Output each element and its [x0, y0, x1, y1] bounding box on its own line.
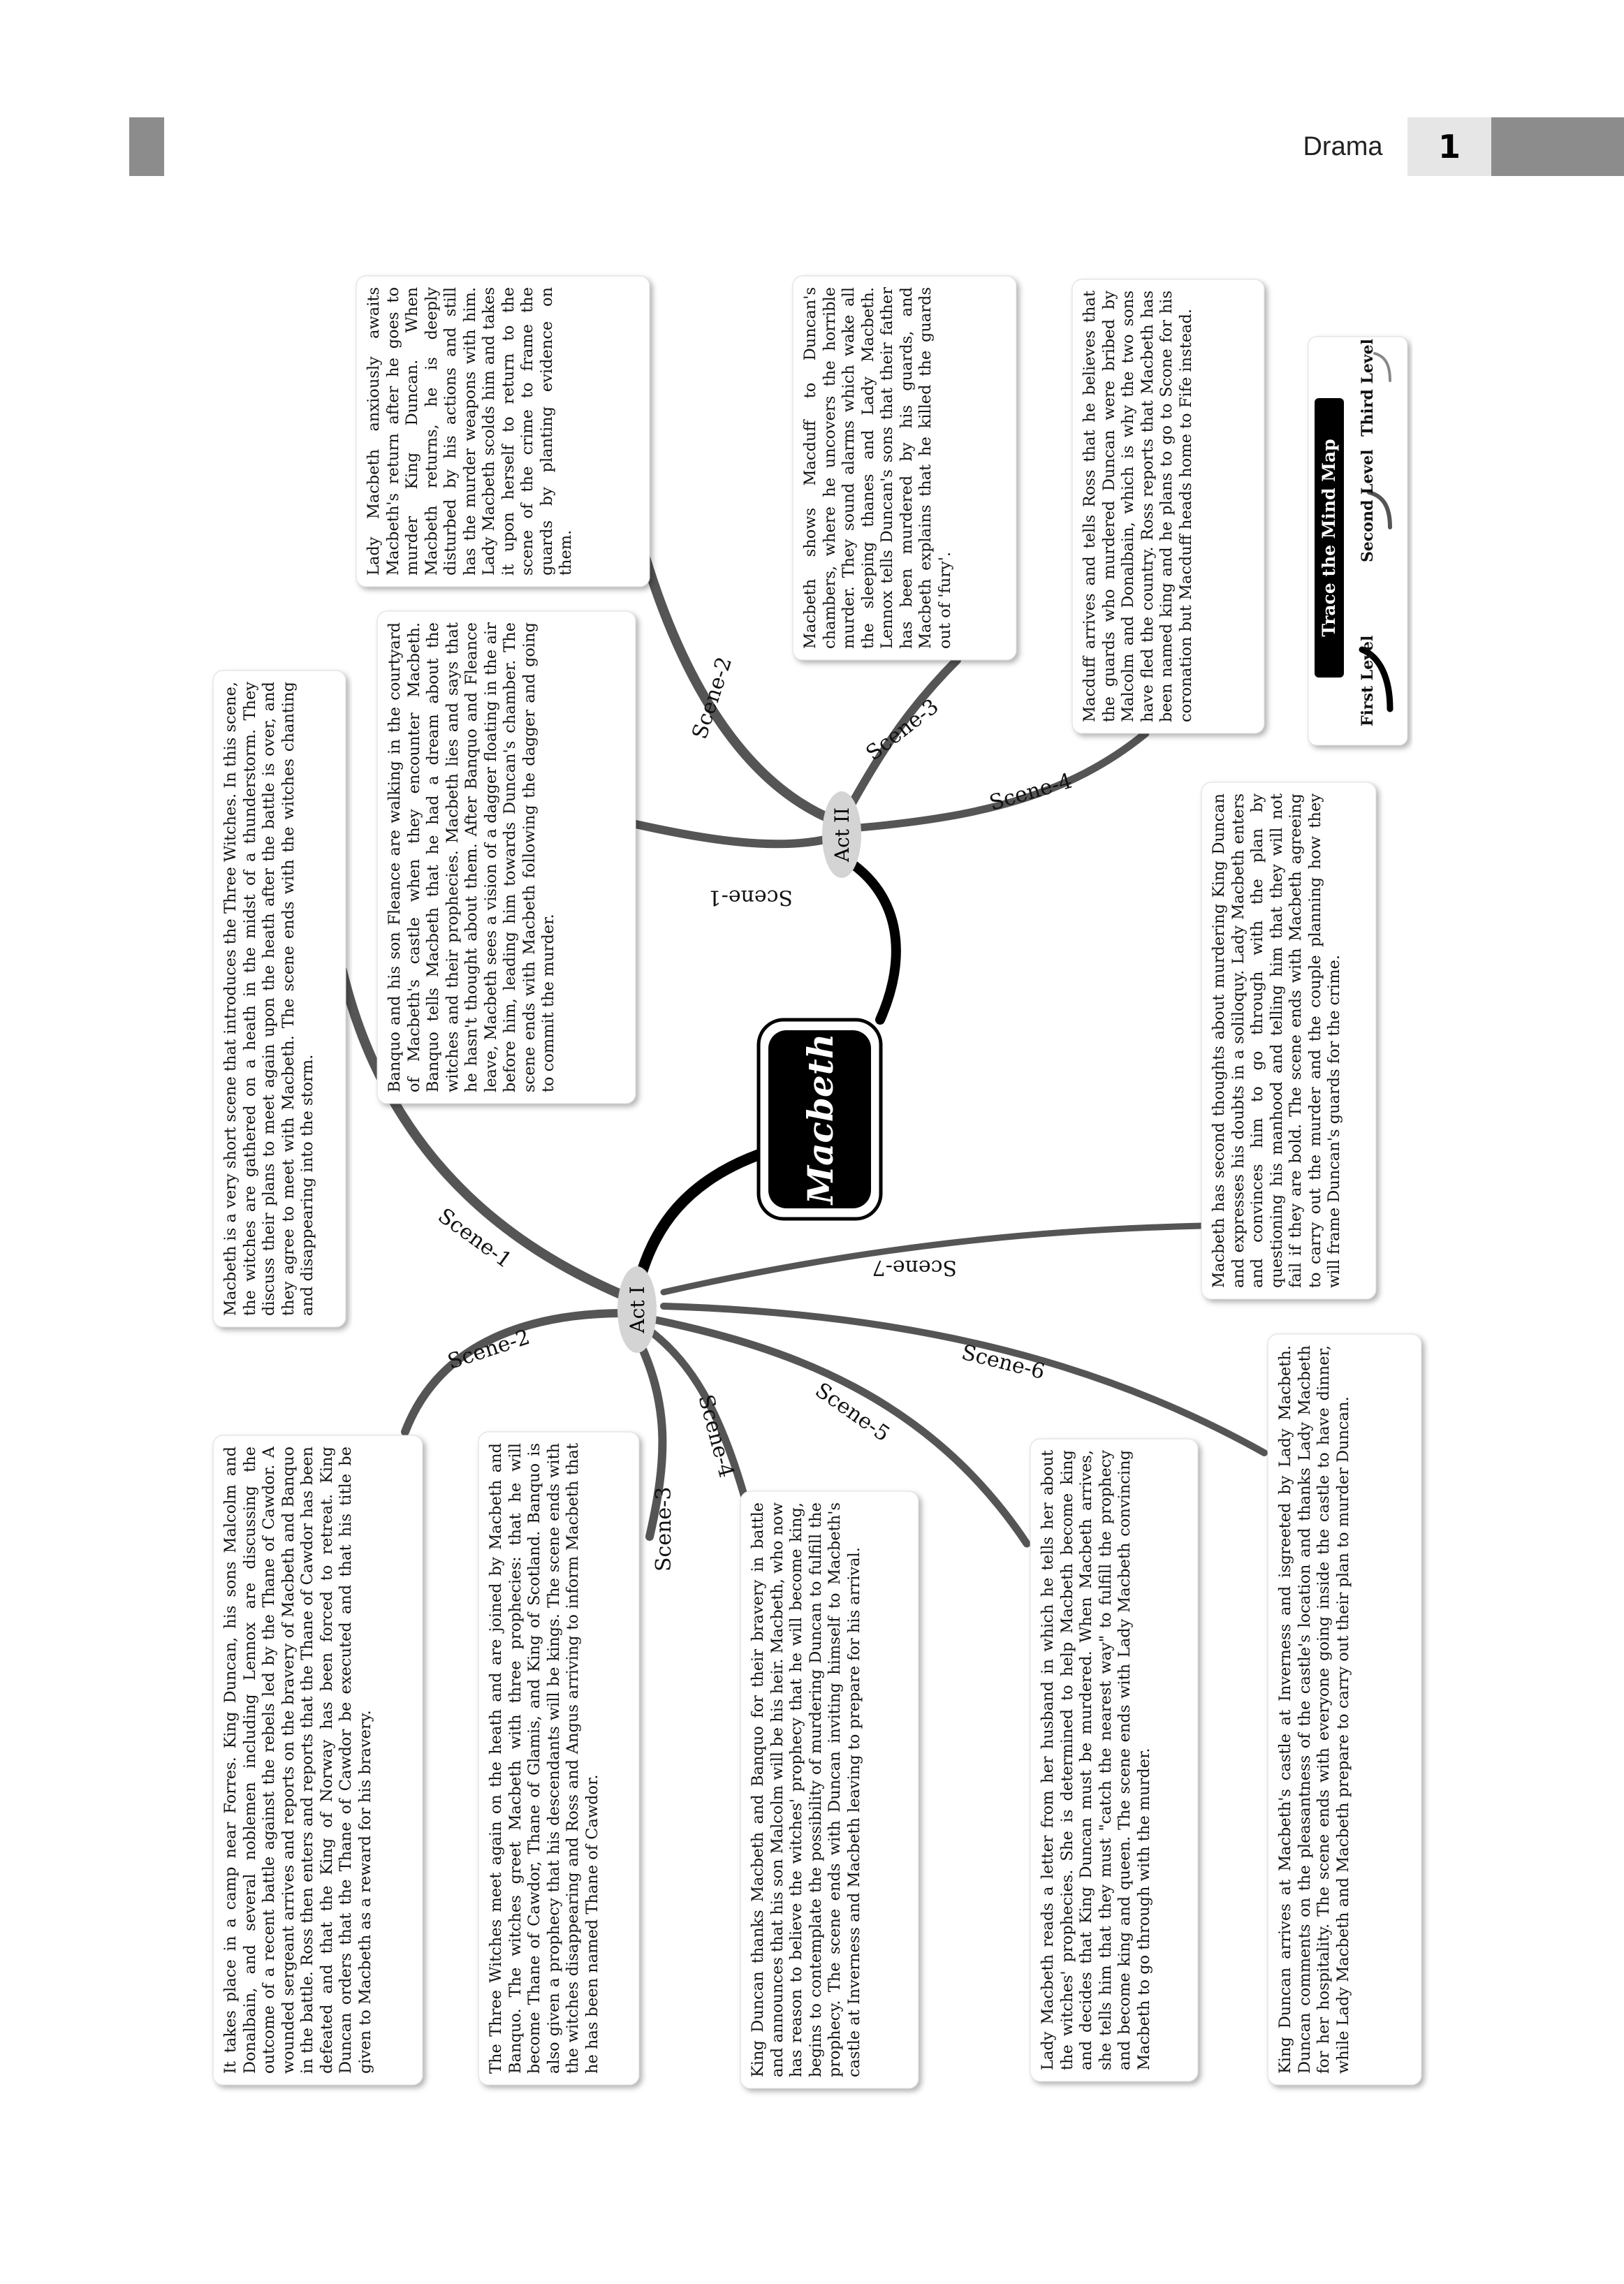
legend-second-level: Second Level	[1359, 449, 1377, 562]
center-node	[759, 1020, 881, 1219]
box-act2-scene1	[377, 611, 636, 1104]
legend-third-level: Third Level	[1359, 339, 1377, 437]
box-act1-scene2	[213, 1435, 423, 2085]
act1-label: Act I	[626, 1286, 649, 1333]
center-to-act1	[639, 1152, 765, 1282]
label-act1-scene5: Scene-5	[810, 1377, 894, 1447]
box-act2-scene3	[793, 276, 1016, 660]
legend-title: Trace the Mind Map	[1319, 439, 1339, 637]
box-act2-scene4	[1072, 279, 1264, 733]
box-act1-scene5	[1030, 1439, 1198, 2081]
text-act1-scene2: It takes place in a camp near Forres. King Duncan, his sons Malcolm and Donalbain, and several noblemen including Lennox are discussing the outcome of a recent battle against the rebels led by the Thane of Cawdor. A wounded sergeant arrives and reports on the bravery of Macbeth and Banquo in the battle. Ross then enters and reports that the Thane of Cawdor has been defeated and that the King of Norway has been forced to retreat. King Duncan orders that the Thane of Cawdor be executed and that his title be given to Macbeth as a reward for his bravery.	[221, 1447, 374, 2074]
text-act1-scene1: Macbeth is a very short scene that introduces the Three Witches. In this scene, the witches are gathered on a heath in the midst of a thunderstorm. They discuss their plans to meet again upon the heath after the battle is over, and they agree to meet with Macbeth. The scene ends with the witches chanting and disappearing into the storm.	[221, 682, 316, 1316]
text-act1-scene3: The Three Witches meet again on the heath and are joined by Macbeth and Banquo. The witches greet Macbeth with three prophecies: that he will become Thane of Cawdor, Thane of Glamis, and King of Scotland. Banquo is also given a prophecy that his descendants will be kings. The scene ends with the witches disappearing and Ross and Angus arriving to inform Macbeth that he has been named Thane of Cawdor.	[487, 1443, 601, 2074]
label-act2-scene3: Scene-3	[861, 694, 944, 766]
text-act2-scene3: Macbeth shows Macduff to Duncan's chambers, where he uncovers the horrible murder. They sound alarms which wake all the sleeping thanes and Lady Macbeth. Lennox tells Duncan's sons that their father has been murdered by his guards, and Macbeth explains that he killed the guards out of 'fury'.	[801, 287, 954, 649]
branch-act2-scene1	[636, 824, 831, 844]
box-act1-scene6	[1268, 1334, 1421, 2085]
text-act2-scene1: Banquo and his son Fleance are walking in the courtyard of Macbeth's castle when they encounter Macbeth. Banquo tells Macbeth that he had a dream about the witches and their prophecies. Macbeth lies and says that he hasn't thought about them. After Banquo and Fleance leave, Macbeth sees a vision of a dagger floating in the air before him, leading him towards Duncan's chamber. The scene ends with Macbeth following the dagger and going to commit the murder.	[386, 622, 557, 1092]
label-act2-scene4: Scene-4	[986, 768, 1075, 816]
box-act2-scene2	[356, 276, 650, 587]
text-act1-scene5: Lady Macbeth reads a letter from her husband in which he tells her about the witches' prophecies. She is determined to help Macbeth become king and decides that King Duncan must be murdered. When Macbeth arrives, she tells him that they must "catch the nearest way" to fulfill the prophecy and become king and queen. The scene ends with Lady Macbeth convincing Macbeth to go through with the murder.	[1039, 1450, 1153, 2070]
text-act2-scene4: Macduff arrives and tells Ross that he believes that the guards who murdered Duncan were bribed by Malcolm and Donalbain, which is why the two sons have fled the country. Ross reports that Macbeth has been named king and he plans to go to Scone for his coronation but Macduff heads home to Fife instead.	[1081, 291, 1195, 722]
text-act1-scene6: King Duncan arrives at Macbeth's castle at Inverness and isgreeted by Lady Macbeth. Duncan comments on the pleasantness of the castle's location and thanks Lady Macbeth for her hospitality. The scene ends with everyone going inside the castle to have dinner, while Lady Macbeth and Macbeth prepare to carry out their plan to murder Duncan.	[1276, 1345, 1352, 2074]
branch-act2-scene4	[859, 733, 1146, 828]
label-act2-scene1: Scene-1	[708, 885, 793, 909]
act1-node	[617, 1266, 657, 1353]
label-act1-scene3: Scene-3	[652, 1486, 676, 1572]
header-subject: Drama	[1303, 131, 1383, 161]
box-act1-scene7	[1201, 782, 1376, 1299]
box-act1-scene4	[740, 1491, 919, 2088]
label-act2-scene2: Scene-2	[687, 654, 738, 742]
box-act1-scene1	[213, 671, 346, 1327]
label-act1-scene1: Scene-1	[433, 1203, 517, 1273]
act2-node	[822, 791, 861, 878]
legend-first-level: First Level	[1359, 635, 1377, 726]
text-act2-scene2: Lady Macbeth anxiously awaits Macbeth's return after he goes to murder King Duncan. When Macbeth returns, he is deeply disturbed by his actions and still has the murder weapons with him. Lady Macbeth scolds him and takes it upon herself to return to the scene of the crime to frame the guards by planting evidence on them.	[365, 287, 575, 576]
label-act1-scene7: Scene-7	[872, 1255, 957, 1280]
center-title: Macbeth	[800, 1033, 841, 1205]
text-act1-scene4: King Duncan thanks Macbeth and Banquo for their bravery in battle and announces that his son Malcolm will be his heir. Macbeth, who now has reason to believe the witches' prophecy that he will become king, begins to contemplate the possibility of murdering Duncan to fulfill the prophecy. The scene ends with Duncan inviting himself to Macbeth's castle at Inverness and Macbeth leaving to prepare for his arrival.	[749, 1502, 863, 2077]
box-act1-scene3	[478, 1432, 639, 2085]
label-act1-scene2: Scene-2	[444, 1324, 533, 1375]
text-act1-scene7: Macbeth has second thoughts about murdering King Duncan and expresses his doubts in a soliloquy. Lady Macbeth enters and convinces him to go through with the plan by questioning his manhood and telling him that they will not fail if they are bold. The scene ends with Macbeth agreeing to carry out the murder and the couple planning how they will frame Duncan's guards for the crime.	[1210, 793, 1343, 1288]
act2-label: Act II	[831, 807, 854, 863]
legend	[1308, 337, 1407, 745]
center-to-act2	[845, 859, 896, 1020]
branch-act1-scene6	[664, 1306, 1264, 1453]
page-number: 1	[1407, 117, 1491, 176]
label-act1-scene4: Scene-4	[693, 1392, 739, 1481]
label-act1-scene6: Scene-6	[959, 1340, 1048, 1385]
